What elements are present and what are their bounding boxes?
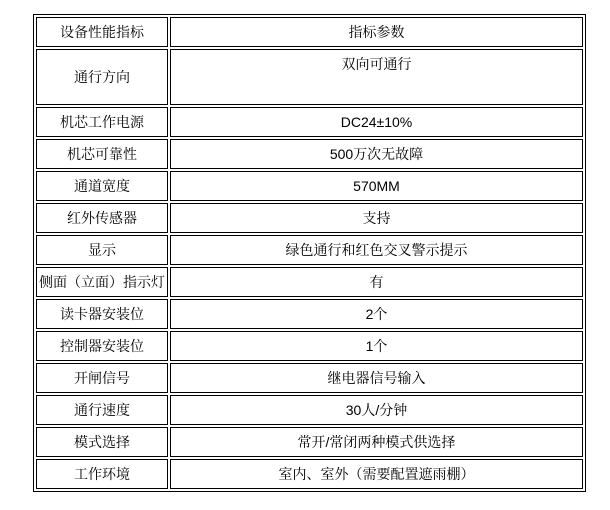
spec-label-cell: 开闸信号 [36,363,168,393]
spec-label-cell: 机芯工作电源 [36,107,168,137]
spec-label-cell: 红外传感器 [36,203,168,233]
spec-value-cell: 室内、室外（需要配置遮雨棚） [170,459,583,489]
spec-row [36,299,583,329]
spec-value-cell: 双向可通行 [170,49,583,105]
spec-row [36,107,583,137]
spec-value-cell: 常开/常闭两种模式供选择 [170,427,583,457]
spec-label-cell: 显示 [36,235,168,265]
spec-row [36,331,583,361]
spec-row [36,203,583,233]
spec-value-cell: 30人/分钟 [170,395,583,425]
spec-label-cell: 工作环境 [36,459,168,489]
spec-label-cell: 侧面（立面）指示灯 [36,267,168,297]
spec-value-cell: 1个 [170,331,583,361]
spec-label-cell: 机芯可靠性 [36,139,168,169]
spec-table-body [36,49,583,489]
spec-value-cell: 绿色通行和红色交叉警示提示 [170,235,583,265]
spec-row [36,171,583,201]
spec-header-row [36,17,583,47]
spec-value-cell: DC24±10% [170,107,583,137]
spec-label-cell: 读卡器安装位 [36,299,168,329]
spec-label-cell: 模式选择 [36,427,168,457]
spec-table [33,14,586,492]
spec-row [36,49,583,105]
spec-label-cell: 控制器安装位 [36,331,168,361]
spec-label-cell: 通道宽度 [36,171,168,201]
spec-value-cell: 继电器信号输入 [170,363,583,393]
spec-label-cell: 通行速度 [36,395,168,425]
spec-value-cell: 570MM [170,171,583,201]
spec-row [36,235,583,265]
header-cell-parameter: 指标参数 [170,17,583,47]
spec-value-cell: 有 [170,267,583,297]
spec-row [36,395,583,425]
spec-row [36,459,583,489]
spec-label-cell: 通行方向 [36,49,168,105]
spec-row [36,139,583,169]
spec-value-cell: 500万次无故障 [170,139,583,169]
header-cell-indicator: 设备性能指标 [36,17,168,47]
spec-row [36,363,583,393]
spec-value-cell: 2个 [170,299,583,329]
spec-row [36,427,583,457]
spec-row [36,267,583,297]
spec-value-cell: 支持 [170,203,583,233]
